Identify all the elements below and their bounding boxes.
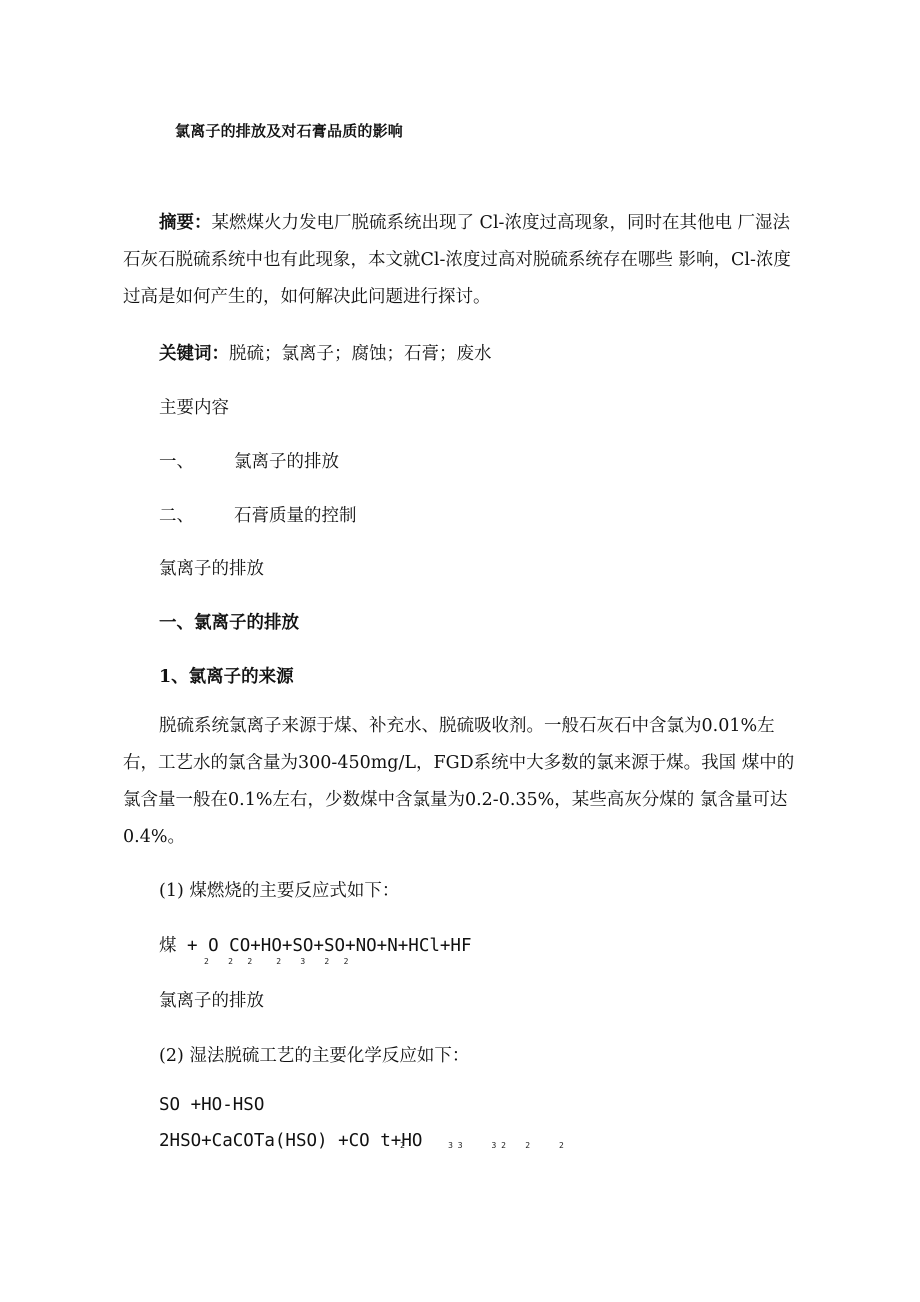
keywords-text: 脱硫；氯离子；腐蚀；石膏；废水 (229, 344, 492, 364)
keywords-label: 关键词： (159, 344, 229, 364)
section-caption-repeat: 氯离子的排放 (159, 991, 264, 1011)
desulfurization-equation-2: 2HSO+CaCOTa(HSO) +CO t+HO (159, 1131, 423, 1151)
combustion-equation: 煤 + O CO+HO+SO+SO+NO+N+HCl+HF (159, 936, 472, 956)
document-title: 氯离子的排放及对石膏品质的影响 (175, 122, 404, 140)
abstract-label: 摘要： (159, 213, 212, 233)
reaction-intro-1: (1) 煤燃烧的主要反应式如下： (159, 881, 400, 901)
keywords-line (159, 340, 492, 365)
abstract-text: 某燃煤火力发电厂脱硫系统出现了 Cl-浓度过高现象，同时在其他电 厂湿法石灰石脱硫系统中也有此现象，本文就Cl-浓度过高对脱硫系统存在哪些 影响，Cl-浓度过高是如何产生的，如何解决此问题进行探讨。 (123, 213, 791, 307)
heading-level-1: 一、氯离子的排放 (159, 613, 299, 633)
toc-item-number: 一、 (159, 452, 194, 472)
abstract-paragraph (123, 205, 803, 316)
toc-item-text: 氯离子的排放 (234, 452, 339, 472)
desulfurization-equation-1: SO +HO-HSO (159, 1095, 265, 1115)
toc-item-number: 二、 (159, 506, 194, 526)
chlorine-source-paragraph: 脱硫系统氯离子来源于煤、补充水、脱硫吸收剂。一般石灰石中含氯为0.01%左右，工艺水的氯含量为300-450mg/L，FGD系统中大多数的氯来源于煤。我国 煤中的氯含量一般在0.1%左右，少数煤中含氯量为0.2-0.35%，某些高灰分煤的 氯含量可达0.4%。 (123, 716, 795, 847)
desulfurization-equation-2-subscripts: 2 3 3 3 2 2 2 (400, 1141, 564, 1150)
reaction-intro-2: (2) 湿法脱硫工艺的主要化学反应如下： (159, 1046, 470, 1066)
heading-level-2: 1、氯离子的来源 (159, 667, 294, 687)
toc-item (159, 502, 357, 527)
toc-item-text: 石膏质量的控制 (234, 506, 357, 526)
main-content-label: 主要内容 (159, 398, 229, 418)
combustion-equation-subscripts: 2 2 2 2 3 2 2 (204, 957, 349, 966)
section-caption: 氯离子的排放 (159, 559, 264, 579)
toc-item (159, 448, 339, 473)
